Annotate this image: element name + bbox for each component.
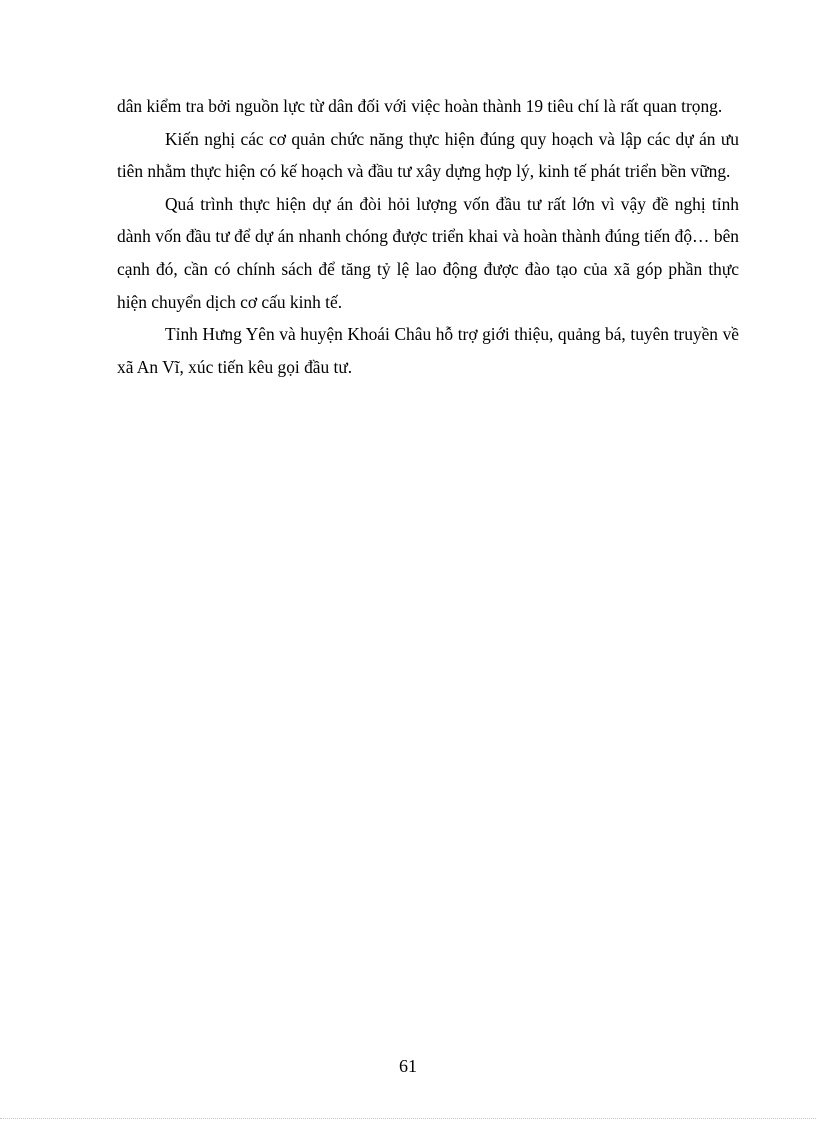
body-text (117, 90, 739, 383)
page-number: 61 (399, 1056, 417, 1076)
paragraph-continuation: dân kiểm tra bởi nguồn lực từ dân đối với việc hoàn thành 19 tiêu chí là rất quan trọng. (117, 96, 723, 116)
page-bottom-divider (0, 1118, 816, 1119)
paragraph-investment-capital: Quá trình thực hiện dự án đòi hỏi lượng vốn đầu tư rất lớn vì vậy đề nghị tỉnh dành vốn đầu tư để dự án nhanh chóng được triển khai và hoàn thành đúng tiến độ… bên cạnh đó, cần có chính sách để tăng tỷ lệ lao động được đào tạo của xã góp phần thực hiện chuyển dịch cơ cấu kinh tế. (117, 193, 739, 312)
paragraph-recommendation-agencies: Kiến nghị các cơ quản chức năng thực hiện đúng quy hoạch và lập các dự án ưu tiên nhằm thực hiện có kế hoạch và đầu tư xây dựng hợp lý, kinh tế phát triển bền vững. (117, 128, 739, 182)
paragraph-promotion: Tỉnh Hưng Yên và huyện Khoái Châu hỗ trợ giới thiệu, quảng bá, tuyên truyền về xã An Vĩ, xúc tiến kêu gọi đầu tư. (117, 324, 739, 377)
